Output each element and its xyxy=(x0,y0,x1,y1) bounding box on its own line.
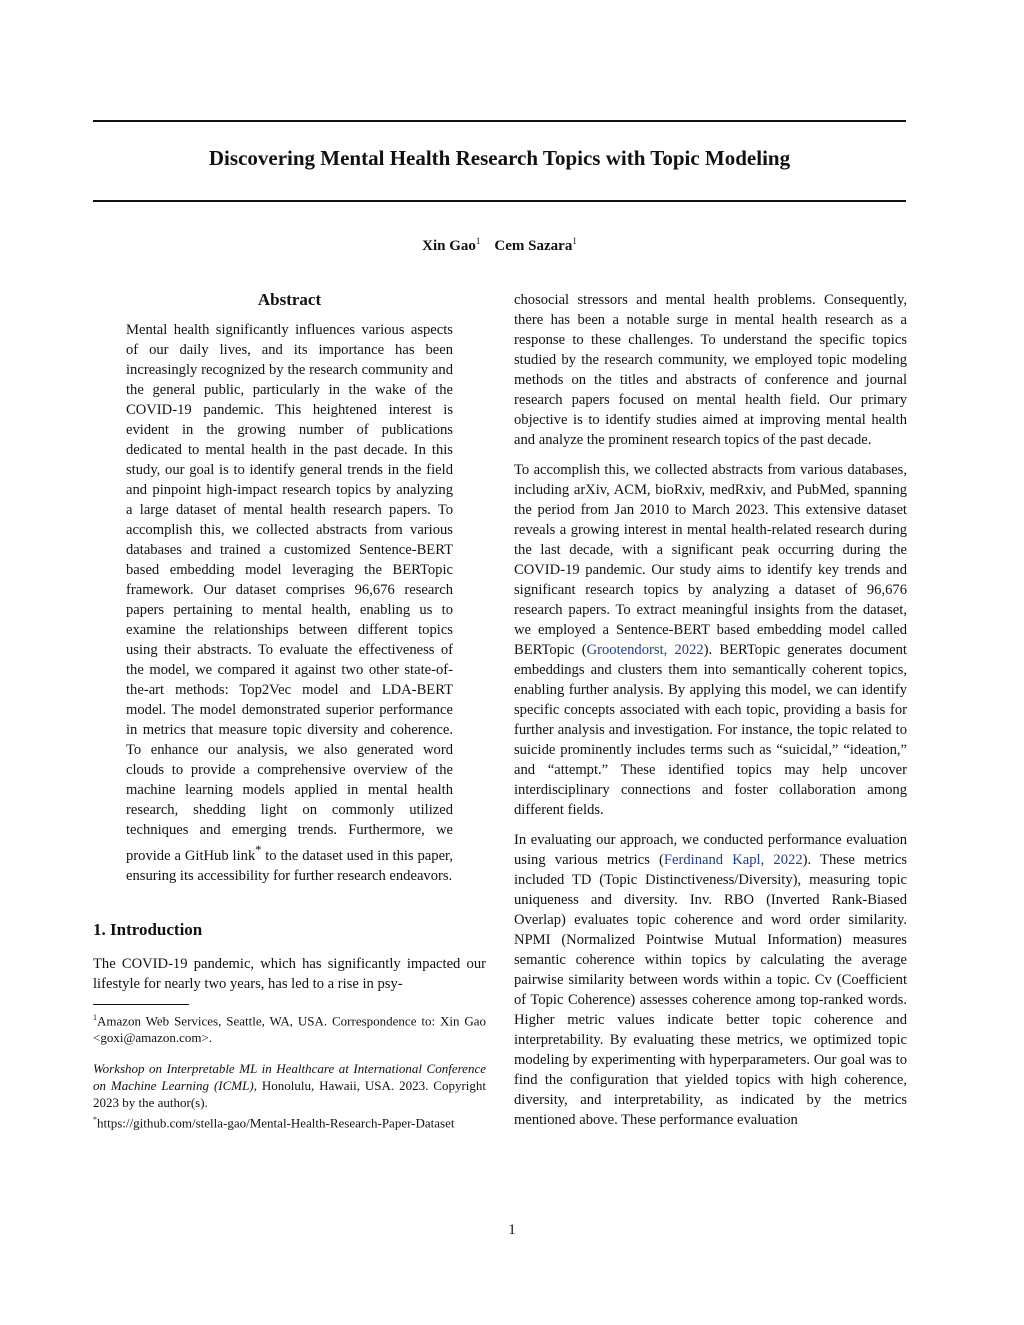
affiliation-footnote xyxy=(93,1009,486,1046)
left-column xyxy=(93,288,486,1146)
affiliation-text: Amazon Web Services, Seattle, WA, USA. Correspondence to: Xin Gao <goxi@amazon.com>. xyxy=(93,1013,486,1046)
intro-paragraph-1-start: The COVID-19 pandemic, which has significantly impacted our lifestyle for nearly two years, has led to a rise in psy- xyxy=(93,955,486,992)
paragraph-text: ). BERTopic generates document embeddings and clusters them into semantically coherent topics, enabling further analysis. By applying this model, we can identify specific concepts associated with each topic, providing a basis for further analysis and investigation. For instance, the topic related to suicide prominently includes terms such as “suicidal,” “ideation,” and “attempt.” These identified topics may help uncover interdisciplinary connections and foster collaboration among different fields. xyxy=(514,642,907,818)
footnote-mark: 1 xyxy=(93,1012,97,1022)
paragraph-text: In evaluating our approach, we conducted performance evaluation using various metrics ( xyxy=(514,832,907,868)
author-name: Cem Sazara xyxy=(494,238,573,254)
paper-title: Discovering Mental Health Research Topics with Topic Modeling xyxy=(208,146,791,170)
citation-link[interactable]: Ferdinand Kapl, 2022 xyxy=(663,852,803,868)
github-link[interactable]: https://github.com/stella-gao/Mental-Health-Research-Paper-Dataset xyxy=(97,1115,455,1131)
workshop-name: Workshop on Interpretable ML in Healthcare at International Conference on Machine Learning (ICML) xyxy=(93,1061,486,1094)
author-name: Xin Gao xyxy=(422,238,476,254)
author-list xyxy=(93,236,906,255)
intro-paragraph-3 xyxy=(514,830,907,1130)
intro-paragraph-2 xyxy=(514,460,907,820)
footnote-mark: * xyxy=(93,1115,97,1125)
abstract-heading: Abstract xyxy=(257,290,322,309)
section-heading-introduction: 1. Introduction xyxy=(93,919,203,939)
top-rule xyxy=(93,120,906,122)
abstract-body: Mental health significantly influences various aspects of our daily lives, and its importance has been increasingly recognized by the research community and the general public, particularly in the wake of the COVID-19 pandemic. This heightened interest is evident in the growing number of publications dedicated to mental health in the past decade. In this study, our goal is to identify general trends in the field and pinpoint high-impact research topics by analyzing a large dataset of mental health research papers. To accomplish this, we collected abstracts from various databases and trained a customized Sentence-BERT based embedding model leveraging the BERTopic framework. Our dataset comprises 96,676 research papers pertaining to mental health, enabling us to examine the relationships between different topics using their abstracts. To evaluate the effectiveness of the model, we compared it against two other state-of-the-art methods: Top2Vec model and LDA-BERT model. The model demonstrated superior performance in metrics that measure topic diversity and coherence. To enhance our analysis, we also generated word clouds to provide a comprehensive overview of the machine learning models applied in mental health research, shedding light on commonly utilized techniques and emerging trends. Furthermore, we provide a GitHub link xyxy=(126,322,453,864)
footnote-mark: * xyxy=(255,843,262,857)
paragraph-text: ). These metrics included TD (Topic Distinctiveness/Diversity), measuring topic uniqueness and diversity. Inv. RBO (Inverted Rank-Biased Overlap) evaluates topic coherence and word order similarity. NPMI (Normalized Pointwise Mutual Information) measures semantic coherence within topics by calculating the average pairwise similarity between words within a topic. Cv (Coefficient of Topic Coherence) assesses coherence among top-ranked words. Higher metric values indicate better topic coherence and interpretability. By evaluating these metrics, we optimized topic modeling by experimenting with hyperparameters. Our goal was to find the configuration that yielded topics with high coherence, diversity, and interpretability, as indicated by the metrics mentioned above. These performance evaluation xyxy=(514,852,907,1128)
title-bottom-rule xyxy=(93,200,906,202)
author-affiliation-mark: 1 xyxy=(572,236,577,246)
author-affiliation-mark: 1 xyxy=(475,236,481,246)
citation-link[interactable]: Grootendorst, 2022 xyxy=(586,642,704,658)
workshop-footnote xyxy=(93,1060,486,1131)
workshop-details: , Honolulu, Hawaii, USA. 2023. Copyright 2023 by the author(s). xyxy=(93,1078,486,1111)
paragraph-text: To accomplish this, we collected abstracts from various databases, including arXiv, ACM, bioRxiv, medRxiv, and PubMed, spanning the period from Jan 2010 to March 2023. This extensive dataset reveals a growing interest in mental health-related research during the last decade, with a significant peak occurring during the COVID-19 pandemic. Our study aims to identify key trends and significant research topics by analyzing a dataset of 96,676 research papers. To extract meaningful insights from the dataset, we employed a Sentence-BERT based embedding model called BERTopic ( xyxy=(514,462,907,658)
intro-paragraph-1-cont: chosocial stressors and mental health problems. Consequently, there has been a notable surge in mental health research as a response to these challenges. To understand the specific topics studied by the research community, we employed topic modeling methods on the titles and abstracts of conference and journal research papers focused on mental health field. Our primary objective is to identify studies aimed at improving mental health and analyze the prominent research topics of the past decade. xyxy=(514,292,907,448)
abstract-text xyxy=(126,320,453,886)
footnote-divider xyxy=(93,1004,189,1005)
right-column xyxy=(514,290,907,1140)
page-number: 1 xyxy=(508,1222,516,1238)
abstract-body-end: to the dataset used in this paper, ensuring its accessibility for further research endeavors. xyxy=(126,847,453,884)
